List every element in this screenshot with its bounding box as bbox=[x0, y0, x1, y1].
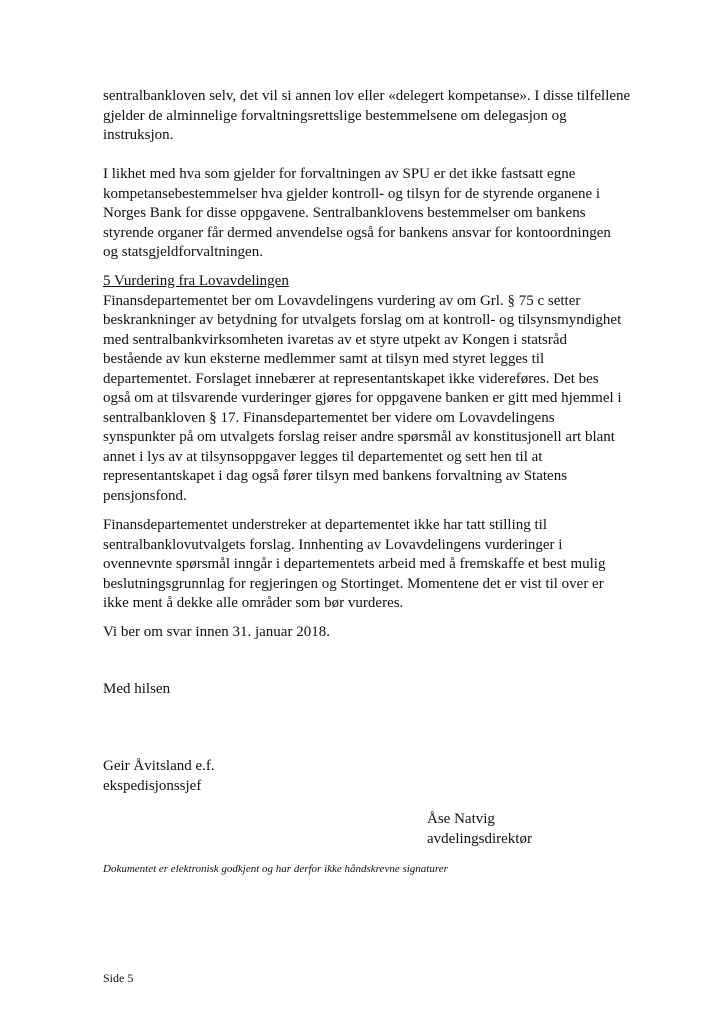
text-line: ovennevnte spørsmål inngår i departementets arbeid med å fremskaffe et best mulig bbox=[103, 556, 606, 572]
greeting-text: Med hilsen bbox=[103, 681, 171, 697]
text-line: representantskapet i dag også fører tilsyn med bankens forvaltning av Statens bbox=[103, 468, 568, 484]
electronic-approval-note: Dokumentet er elektronisk godkjent og har derfor ikke håndskrevne signaturer bbox=[103, 863, 448, 875]
text-line: synspunkter på om utvalgets forslag reiser andre spørsmål av konstitusjonell art blant bbox=[103, 429, 615, 445]
text-line: Norges Bank for disse oppgavene. Sentralbanklovens bestemmelser om bankens bbox=[103, 205, 586, 221]
text-line: bestående av kun eksterne medlemmer samt at tilsyn med styret legges til bbox=[103, 351, 545, 367]
signer-name: Åse Natvig bbox=[427, 811, 495, 827]
signature-block-left bbox=[103, 757, 663, 796]
text-line: med sentralbankvirksomheten ivaretas av et styre utpekt av Kongen i statsråd bbox=[103, 331, 568, 348]
text-line: og statsgjeldforvaltningen. bbox=[103, 244, 263, 260]
text-line: annet i lys av at tilsynsoppgaver legges til departementet og sett hen til at bbox=[103, 448, 543, 465]
signer-title: ekspedisjonssjef bbox=[103, 777, 202, 794]
text-line: I likhet med hva som gjelder for forvaltningen av SPU er det ikke fastsatt egne bbox=[103, 166, 576, 182]
section-lovavdelingen bbox=[103, 272, 663, 506]
signer-title: avdelingsdirektør bbox=[427, 830, 532, 847]
closing-greeting bbox=[103, 680, 663, 700]
paragraph-competence bbox=[103, 165, 663, 263]
text-line: instruksjon. bbox=[103, 127, 174, 143]
text-line: ikke ment å dekke alle områder som bør vurderes. bbox=[103, 595, 404, 611]
section-heading: 5 Vurdering fra Lovavdelingen bbox=[103, 273, 289, 289]
text-line: styrende organer får dermed anvendelse også for bankens ansvar for kontoordningen bbox=[103, 224, 611, 241]
paragraph-deadline bbox=[103, 623, 663, 643]
paragraph-delegation bbox=[103, 87, 663, 146]
signature-block-right bbox=[427, 810, 667, 849]
text-line: Finansdepartementet understreker at departementet ikke har tatt stilling til bbox=[103, 517, 548, 533]
text-line: beskrankninger av betydning for utvalgets forslag om at kontroll- og tilsynsmyndighet bbox=[103, 312, 622, 328]
text-line: kompetansebestemmelser hva gjelder kontroll- og tilsyn for de styrende organene i bbox=[103, 185, 601, 202]
text-line: beslutningsgrunnlag for regjeringen og Stortinget. Momentene det er vist til over er bbox=[103, 575, 604, 592]
text-line: gjelder de alminnelige forvaltningsrettslige bestemmelsene om delegasjon og bbox=[103, 107, 567, 124]
text-line: Vi ber om svar innen 31. januar 2018. bbox=[103, 624, 330, 640]
text-line: pensjonsfond. bbox=[103, 487, 187, 504]
signer-name: Geir Åvitsland e.f. bbox=[103, 758, 215, 774]
text-line: sentralbankloven selv, det vil si annen lov eller «delegert kompetanse». I disse tilfellene bbox=[103, 88, 631, 104]
page-number: Side 5 bbox=[103, 971, 134, 985]
text-line: Finansdepartementet ber om Lovavdelingens vurdering av om Grl. § 75 c setter bbox=[103, 292, 581, 309]
paragraph-clarification bbox=[103, 516, 663, 614]
text-line: sentralbanklovutvalgets forslag. Innhenting av Lovavdelingens vurderinger i bbox=[103, 536, 563, 553]
text-line: sentralbankloven § 17. Finansdepartementet ber videre om Lovavdelingens bbox=[103, 409, 555, 426]
text-line: også om at tilsvarende vurderinger gjøres for oppgavene banken er gitt med hjemmel i bbox=[103, 390, 622, 406]
text-line: departementet. Forslaget innebærer at representantskapet ikke videreføres. Det bes bbox=[103, 370, 599, 387]
